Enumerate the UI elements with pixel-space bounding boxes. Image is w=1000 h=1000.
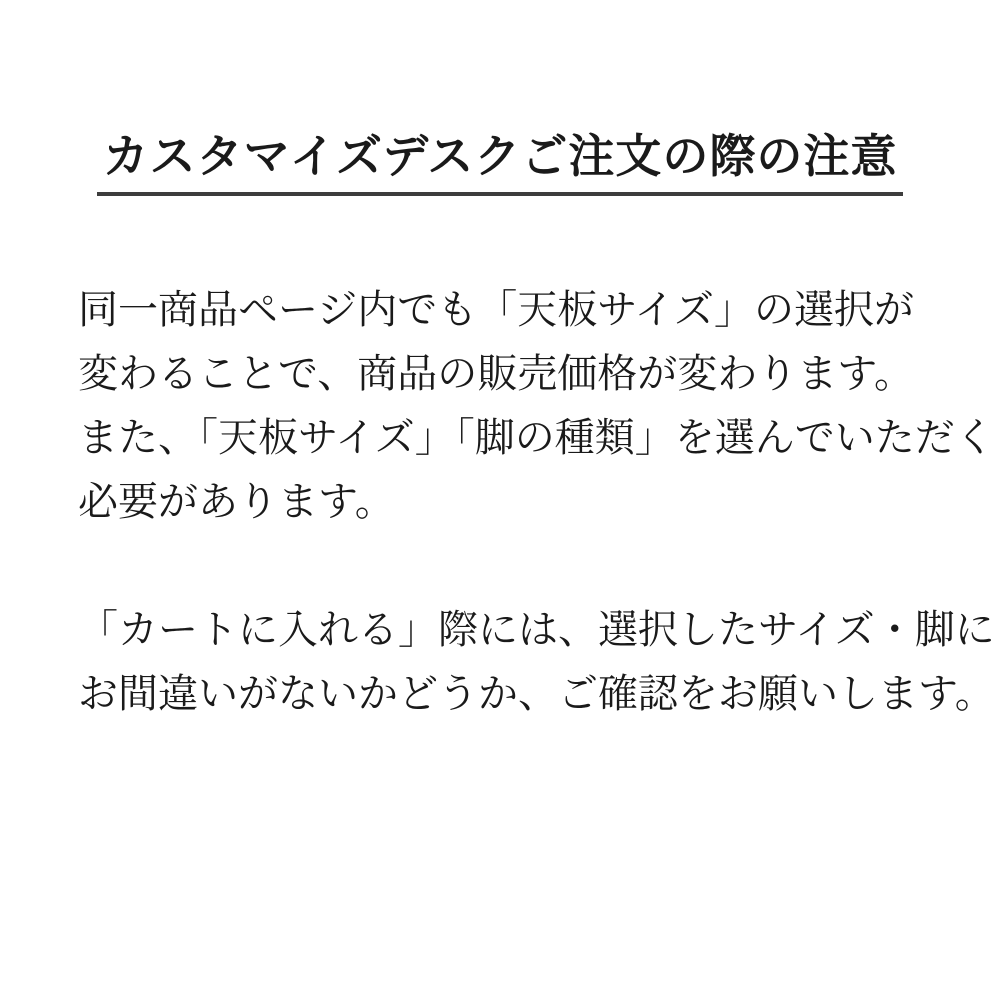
- page-title: カスタマイズデスクご注文の際の注意: [102, 130, 898, 182]
- notice-paragraph-1: [78, 278, 995, 534]
- notice-body: [78, 278, 995, 726]
- notice-line: 必要があります。: [78, 480, 395, 524]
- notice-line: 同一商品ページ内でも「天板サイズ」の選択が: [78, 288, 914, 332]
- notice-paragraph-2: [78, 598, 995, 726]
- notice-line: また、「天板サイズ」「脚の種類」を選んでいただく: [78, 416, 995, 460]
- notice-line: 変わることで、商品の販売価格が変わります。: [78, 352, 914, 396]
- notice-line: お間違いがないかどうか、ご確認をお願いします。: [78, 672, 995, 716]
- notice-line: 「カートに入れる」際には、選択したサイズ・脚に: [78, 608, 995, 652]
- title-divider: [97, 192, 903, 196]
